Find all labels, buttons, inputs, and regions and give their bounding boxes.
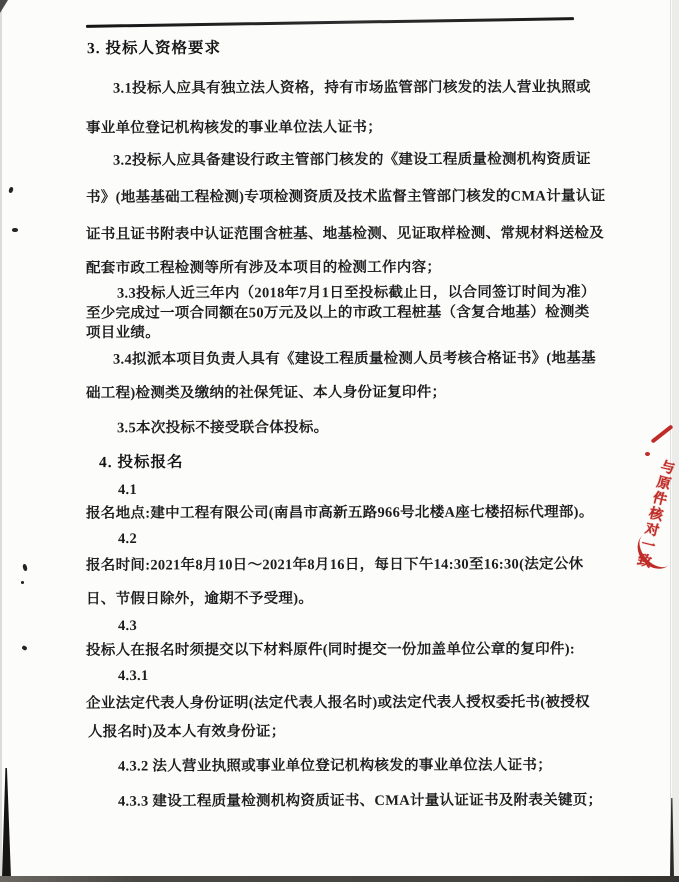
- clause-3-2-line-3: 证书且证书附表中认证范围含桩基、地基检测、见证取样检测、常规材料送检及: [85, 225, 605, 243]
- scan-speckle: [21, 581, 24, 584]
- stamp-dot: [645, 452, 650, 456]
- clause-3-4-line-2: 础工程)检测类及缴纳的社保凭证、本人身份证复印件；: [85, 384, 447, 402]
- red-stamp: [633, 430, 679, 572]
- clause-3-2-line-1: 3.2投标人应具备建设行政主管部门核发的《建设工程质量检测机构资质证: [112, 151, 591, 169]
- clause-3-3-line-2: 至少完成过一项合同额在50万元及以上的市政工程桩基（含复合地基）检测类: [85, 304, 590, 322]
- clause-3-1-line-1: 3.1投标人应具有独立法人资格，持有市场监管部门核发的法人营业执照或: [112, 79, 591, 97]
- stamp-arc-stroke-bottom: [630, 524, 679, 576]
- scan-bottom-left-shadow: [2, 768, 11, 878]
- clause-4-2-number: 4.2: [117, 530, 138, 548]
- section-4-heading: 4. 投标报名: [98, 453, 184, 472]
- clause-4-3-1-line-1: 企业法定代表人身份证明(法定代表人报名时)或法定代表人授权委托书(被授权: [85, 694, 590, 712]
- clause-4-3-1-line-2: 人报名时)及本人有效身份证；: [87, 723, 286, 741]
- clause-3-5: 3.5本次投标不接受联合体投标。: [116, 419, 329, 437]
- scan-bottom-edge: [0, 876, 679, 882]
- clause-4-3-2: 4.3.2 法人营业执照或事业单位登记机构核发的事业单位法人证书；: [117, 757, 553, 775]
- clause-4-2-line-2: 日、节假日除外，逾期不予受理)。: [85, 590, 314, 608]
- stamp-arc-stroke-top: [651, 424, 674, 443]
- stamp-text: 与原件核对一致: [633, 457, 676, 571]
- clause-3-2-line-4: 配套市政工程检测等所有涉及本项目的检测工作内容；: [85, 259, 442, 277]
- clause-4-1-number: 4.1: [117, 481, 138, 499]
- clause-3-3-line-1: 3.3投标人近三年内（2018年7月1日至投标截止日，以合同签订时间为准）: [116, 284, 596, 302]
- scan-speckle: [22, 564, 28, 572]
- scan-speckle: [8, 186, 14, 193]
- clause-3-2-line-2: 书》(地基基础工程检测)专项检测资质及技术监督主管部门核发的CMA计量认证: [85, 188, 606, 206]
- section-3-heading: 3. 投标人资格要求: [86, 39, 222, 58]
- clause-3-4-line-1: 3.4拟派本项目负责人具有《建设工程质量检测人员考核合格证书》(地基基: [112, 350, 596, 368]
- scan-corner-mark: [0, 0, 8, 13]
- scan-left-edge: [0, 0, 2, 882]
- clause-3-1-line-2: 事业单位登记机构核发的事业单位法人证书；: [85, 119, 383, 137]
- scan-top-fold-line: [86, 17, 574, 28]
- clause-4-3-3: 4.3.3 建设工程质量检测机构资质证书、CMA计量认证证书及附表关键页；: [117, 792, 603, 810]
- clause-4-3-1-number: 4.3.1: [117, 667, 149, 685]
- scan-speckle: [21, 645, 27, 651]
- scan-speckle: [12, 228, 18, 232]
- clause-4-3-number: 4.3: [117, 617, 138, 635]
- clause-4-2-line-1: 报名时间:2021年8月10日～2021年8月16日，每日下午14:30至16:30(法定公休: [85, 556, 584, 574]
- clause-4-1-text: 报名地点:建中工程有限公司(南昌市高新五路966号北楼A座七楼招标代理部)。: [85, 504, 594, 522]
- clause-4-3-text: 投标人在报名时须提交以下材料原件(同时提交一份加盖单位公章的复印件):: [85, 641, 576, 659]
- clause-3-3-line-3: 项目业绩。: [85, 324, 161, 342]
